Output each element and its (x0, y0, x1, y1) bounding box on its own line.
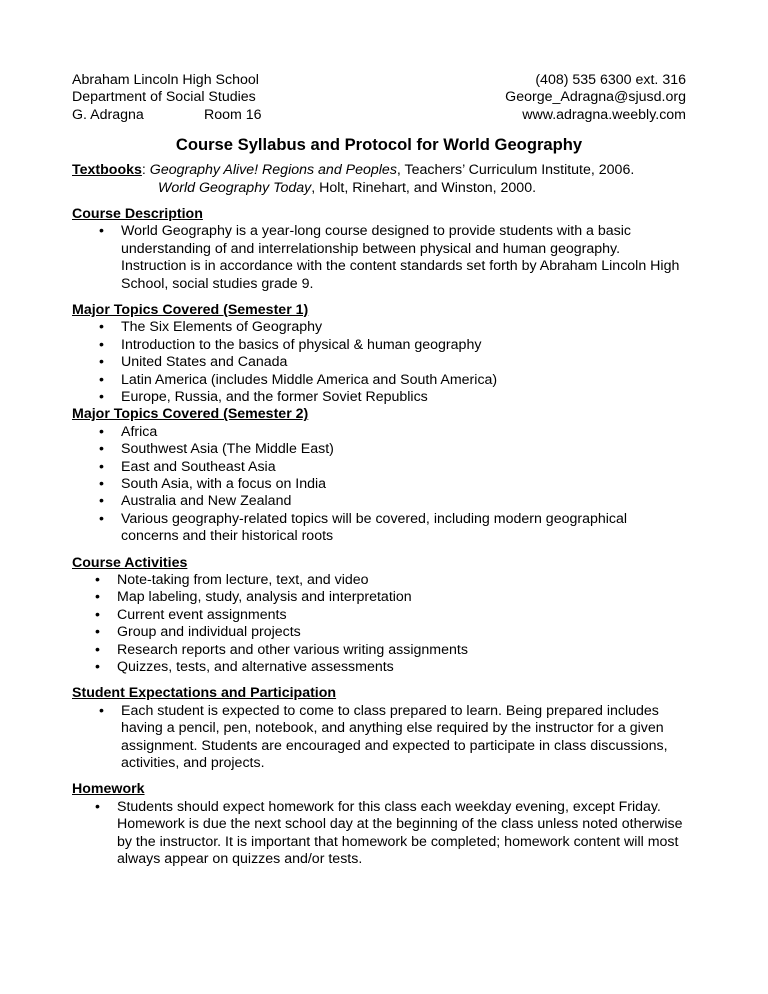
list-item-text: Quizzes, tests, and alternative assessments (117, 659, 394, 676)
list-item-text: Current event assignments (117, 606, 287, 623)
semester-2-section (72, 406, 686, 545)
bullet-icon: • (99, 223, 104, 240)
course-description-text: World Geography is a year-long course designed to provide students with a basic understanding of and interrelationship between physical and human geography. Instruction is in accordance with the content standards set forth by Abraham Lincoln High School, social studies grade 9. (121, 223, 680, 292)
bullet-icon: • (99, 458, 104, 475)
student-expectations-section (72, 685, 686, 772)
bullet-icon: • (99, 476, 104, 492)
list-item-text: Note-taking from lecture, text, and video (117, 572, 369, 589)
list-item (72, 354, 686, 371)
letterhead-row-1 (72, 72, 686, 89)
letterhead-row-2 (72, 89, 686, 106)
homework-section (72, 781, 686, 868)
list-item (72, 389, 686, 406)
bullet-icon: • (99, 702, 104, 719)
list-item (72, 624, 686, 641)
syllabus-page (72, 72, 686, 868)
list-item (72, 511, 686, 546)
semester-2-heading: Major Topics Covered (Semester 2) (72, 406, 309, 423)
list-item-text: Latin America (includes Middle America and South America) (121, 371, 498, 388)
textbook-line-2 (72, 180, 686, 197)
list-item-text: Australia and New Zealand (121, 493, 292, 510)
bullet-icon: • (95, 624, 100, 641)
teacher-room (72, 107, 262, 124)
semester-2-list (72, 424, 686, 546)
textbook-2-title: World Geography Today (158, 179, 312, 196)
homework-heading: Homework (72, 781, 145, 798)
student-expectations-heading: Student Expectations and Participation (72, 685, 337, 702)
textbook-1-details: , Teachers’ Curriculum Institute, 2006. (396, 162, 635, 179)
list-item-text: Research reports and other various writing assignments (117, 641, 468, 658)
bullet-icon: • (99, 319, 104, 336)
phone-number: (408) 535 6300 ext. 316 (535, 72, 686, 88)
bullet-icon: • (99, 371, 104, 388)
list-item-text: Southwest Asia (The Middle East) (121, 441, 334, 458)
list-item (72, 476, 686, 493)
school-name: Abraham Lincoln High School (72, 72, 259, 88)
list-item (72, 372, 686, 389)
list-item-text: Map labeling, study, analysis and interpretation (117, 589, 412, 606)
course-activities-heading: Course Activities (72, 554, 188, 571)
room-number: Room 16 (204, 106, 262, 123)
letterhead-row-3 (72, 107, 686, 124)
list-item-text: South Asia, with a focus on India (121, 476, 327, 492)
list-item (72, 493, 686, 510)
textbooks-colon: : (141, 162, 150, 179)
student-expectations-text: Each student is expected to come to class prepared to learn. Being prepared includes having a pencil, pen, notebook, and anything else required by the instructor for a given assignment. Students are encouraged and expected to participate in class discussions, activities, and projects. (121, 702, 668, 772)
list-item (72, 459, 686, 476)
semester-1-list (72, 319, 686, 406)
textbook-line-1 (72, 162, 686, 179)
teacher-name: G. Adragna (72, 106, 144, 123)
course-description-section (72, 206, 686, 293)
email-address: George_Adragna@sjusd.org (505, 89, 686, 106)
department-name: Department of Social Studies (72, 89, 256, 106)
textbook-1-title: Geography Alive! Regions and Peoples (149, 162, 397, 179)
list-item-text: East and Southeast Asia (121, 458, 276, 475)
list-item (72, 337, 686, 354)
list-item (72, 441, 686, 458)
list-item (72, 659, 686, 676)
bullet-icon: • (99, 510, 104, 527)
bullet-icon: • (95, 659, 100, 676)
website-url: www.adragna.weebly.com (522, 106, 686, 123)
list-item (72, 572, 686, 589)
list-item-text: Group and individual projects (117, 624, 301, 641)
bullet-icon: • (95, 606, 100, 623)
list-item-text: Various geography-related topics will be covered, including modern geographical concerns and their historical roots (121, 510, 628, 545)
course-description-heading: Course Description (72, 205, 203, 222)
textbook-2-details: , Holt, Rinehart, and Winston, 2000. (311, 179, 537, 196)
course-activities-list (72, 572, 686, 676)
list-item-text: United States and Canada (121, 354, 288, 371)
homework-item (72, 799, 686, 869)
document-title: Course Syllabus and Protocol for World Geography (175, 135, 583, 155)
bullet-icon: • (95, 641, 100, 658)
course-description-item (72, 223, 686, 293)
list-item (72, 319, 686, 336)
homework-text: Students should expect homework for this class each weekday evening, except Friday. Homework is due the next school day at the beginning of the class unless noted otherwise by the instructor. It is important that homework be completed; homework content will most always appear on quizzes and/or tests. (117, 798, 683, 868)
letterhead (72, 72, 686, 124)
list-item (72, 607, 686, 624)
student-expectations-item (72, 703, 686, 773)
bullet-icon: • (99, 493, 104, 510)
bullet-icon: • (95, 572, 100, 589)
semester-1-section (72, 302, 686, 406)
bullet-icon: • (99, 354, 104, 371)
textbooks-section (72, 162, 686, 197)
list-item-text: The Six Elements of Geography (121, 319, 323, 336)
bullet-icon: • (99, 336, 104, 353)
list-item (72, 589, 686, 606)
bullet-icon: • (99, 423, 104, 440)
textbooks-label: Textbooks (72, 162, 142, 179)
semester-1-heading: Major Topics Covered (Semester 1) (72, 301, 309, 318)
list-item (72, 642, 686, 659)
bullet-icon: • (95, 798, 100, 815)
list-item (72, 424, 686, 441)
list-item-text: Africa (121, 423, 158, 440)
bullet-icon: • (99, 441, 104, 458)
bullet-icon: • (95, 589, 100, 606)
bullet-icon: • (99, 388, 104, 405)
course-activities-section (72, 555, 686, 677)
list-item-text: Introduction to the basics of physical & human geography (121, 336, 482, 353)
list-item-text: Europe, Russia, and the former Soviet Republics (121, 388, 428, 405)
